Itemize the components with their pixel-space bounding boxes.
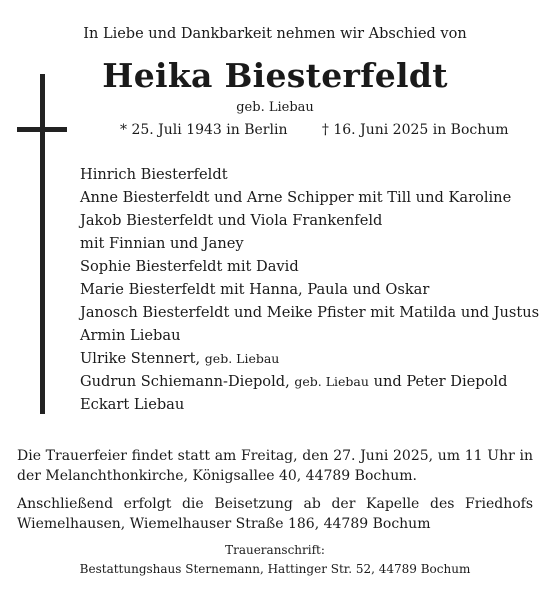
- burial-text: Anschließend erfolgt die Beisetzung ab der Kapelle des Friedhofs Wiemelhausen, Wiemelhauser Straße 186, 44789 Bochum: [17, 496, 533, 532]
- mourning-address: [0, 541, 550, 579]
- mourner-line: Ulrike Stennert, geb. Liebau: [80, 350, 280, 367]
- mourner-line: Armin Liebau: [80, 327, 181, 344]
- mourner-line: Sophie Biesterfeldt mit David: [80, 258, 299, 275]
- mourning-address-label: Traueranschrift:: [225, 543, 325, 557]
- mourning-address-text: Bestattungshaus Sternemann, Hattinger Str. 52, 44789 Bochum: [79, 562, 471, 576]
- deceased-name: Heika Biesterfeldt: [102, 56, 448, 95]
- mourner-line: mit Finnian und Janey: [80, 235, 244, 252]
- mourner-line: Anne Biesterfeldt und Arne Schipper mit Till und Karoline: [80, 189, 512, 206]
- intro-text: In Liebe und Dankbarkeit nehmen wir Abschied von: [83, 26, 467, 42]
- death-date: † 16. Juni 2025 in Bochum: [321, 122, 509, 138]
- birth-date: * 25. Juli 1943 in Berlin: [120, 122, 288, 138]
- mourner-maiden-name: geb. Liebau: [204, 351, 280, 366]
- mourner-maiden-name: geb. Liebau: [294, 374, 369, 389]
- maiden-name: geb. Liebau: [236, 100, 314, 115]
- life-dates: [120, 122, 509, 138]
- mourner-line: Gudrun Schiemann-Diepold, geb. Liebau und Peter Diepold: [80, 373, 508, 390]
- mourners-list: [80, 163, 539, 416]
- mourner-line: Marie Biesterfeldt mit Hanna, Paula und Oskar: [80, 281, 430, 298]
- cross-horizontal-bar: [17, 127, 67, 132]
- mourner-line: Jakob Biesterfeldt und Viola Frankenfeld: [80, 212, 383, 229]
- cross-icon: [17, 74, 67, 414]
- mourner-line: Janosch Biesterfeldt und Meike Pfister mit Matilda und Justus: [80, 304, 540, 321]
- mourner-line: Hinrich Biesterfeldt: [80, 166, 228, 183]
- cross-vertical-bar: [40, 74, 45, 414]
- mourner-line: Eckart Liebau: [80, 396, 185, 413]
- funeral-service-text: Die Trauerfeier findet statt am Freitag, den 27. Juni 2025, um 11 Uhr in der Melanchthonkirche, Königsallee 40, 44789 Bochum.: [17, 448, 533, 484]
